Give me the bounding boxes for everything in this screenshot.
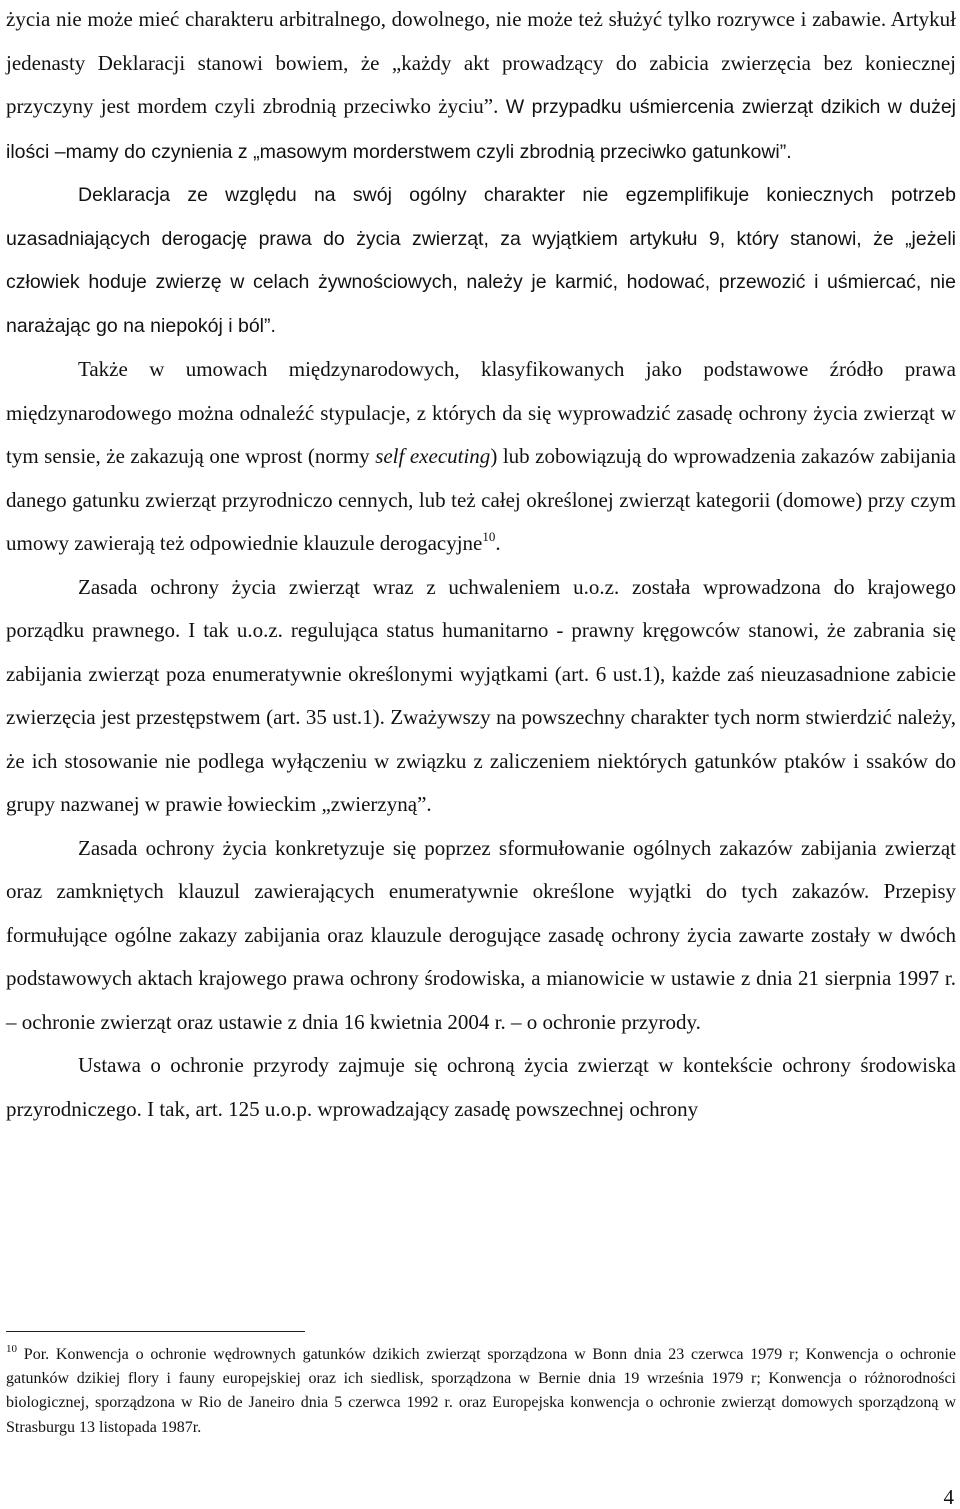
paragraph-5: Zasada ochrony życia konkretyzuje się poprzez sformułowanie ogólnych zakazów zabijania zwierząt oraz zamkniętych klauzul zawierających enumeratywnie określone wyjątki do tych zakazów. Przepisy formułujące ogólne zakazy zabijania oraz klauzule derogujące zasadę ochrony życia zawarte zostały w dwóch podstawowych aktach krajowego prawa ochrony środowiska, a mianowicie w ustawie z dnia 21 sierpnia 1997 r. – ochronie zwierząt oraz ustawie z dnia 16 kwietnia 2004 r. – o ochronie przyrody. xyxy=(6,835,956,1034)
paragraph-6: Ustawa o ochronie przyrody zajmuje się ochroną życia zwierząt w kontekście ochrony środowiska przyrodniczego. I tak, art. 125 u.o.p. wprowadzający zasadę powszechnej ochrony xyxy=(6,1053,956,1121)
page-number: 4 xyxy=(943,1485,954,1509)
paragraph-1-text: życia nie może mieć charakteru arbitralnego, dowolnego, nie może też służyć tylko rozrywce i zabawie. Artykuł jedenasty Deklaracji stanowi bowiem, że „każdy akt prowadzący do zabicia zwierzęcia bez koniecznej przyczyny jest mordem czyli zbrodnią przeciwko życiu”. xyxy=(6,7,956,118)
footnote-reference[interactable]: 10 xyxy=(482,529,496,544)
footnote xyxy=(6,1343,956,1440)
footnote-divider xyxy=(6,1331,305,1332)
footnote-text: Por. Konwencja o ochronie wędrownych gatunków dzikich zwierząt sporządzona w Bonn dnia 23 czerwca 1979 r; Konwencja o ochronie gatunków dzikiej flory i fauny europejskiej oraz ich siedlisk, sporządzona w Bernie dnia 19 września 1979 r; Konwencja o różnorodności biologicznej, sporządzona w Rio de Janeiro dnia 5 czerwca 1992 r. oraz Europejska konwencja o ochronie zwierząt domowych sporządzoną w Strasburgu 13 listopada 1987r. xyxy=(6,1346,956,1436)
paragraph-1-continuation: W przypadku uśmiercenia zwierząt dzikich w dużej ilości –mamy do czynienia z „masowym morderstwem czyli zbrodnią przeciwko gatunkowi”. xyxy=(6,96,957,163)
paragraph-2: Deklaracja ze względu na swój ogólny charakter nie egzemplifikuje koniecznych potrzeb uzasadniających derogację prawa do życia zwierząt, za wyjątkiem artykułu 9, który stanowi, że „jeżeli człowiek hoduje zwierzę w celach żywnościowych, należy je karmić, hodować, przewozić i uśmiercać, nie narażając go na niepokój i ból”. xyxy=(6,184,956,337)
paragraph-3-text-middle: ) lub zobowiązują do wprowadzenia zakazów zabijania danego gatunku zwierząt przyrodniczo cennych, lub też całej określonej zwierząt kategorii (domowe) przy czym umowy zawierają też odpowiednie klauzule derogacyjne xyxy=(6,444,956,555)
document-page xyxy=(6,0,956,1131)
paragraph-1 xyxy=(6,0,956,174)
paragraph-3-text-start: Także w umowach międzynarodowych, klasyfikowanych jako podstawowe źródło prawa międzynarodowego można odnaleźć stypulacje, z których da się wyprowadzić zasadę ochrony życia zwierząt w tym sensie, że zakazują one wprost (normy xyxy=(6,357,956,468)
paragraph-3-text-end: . xyxy=(495,531,501,555)
paragraph-3 xyxy=(6,348,956,566)
paragraph-4: Zasada ochrony życia zwierząt wraz z uchwaleniem u.o.z. została wprowadzona do krajowego porządku prawnego. I tak u.o.z. regulująca status humanitarno - prawny kręgowców stanowi, że zabrania się zabijania zwierząt poza enumeratywnie określonymi wyjątkami (art. 6 ust.1), każde zaś nieuzasadnione zabicie zwierzęcia jest przestępstwem (art. 35 ust.1). Zważywszy na powszechny charakter tych norm stwierdzić należy, że ich stosowanie nie podlega wyłączeniu w związku z zaliczeniem niektórych gatunków ptaków i ssaków do grupy nazwanej w prawie łowieckim „zwierzyną”. xyxy=(6,574,956,816)
paragraph-3-italic-term: self executing xyxy=(375,444,491,468)
footnote-number: 10 xyxy=(6,1343,17,1355)
